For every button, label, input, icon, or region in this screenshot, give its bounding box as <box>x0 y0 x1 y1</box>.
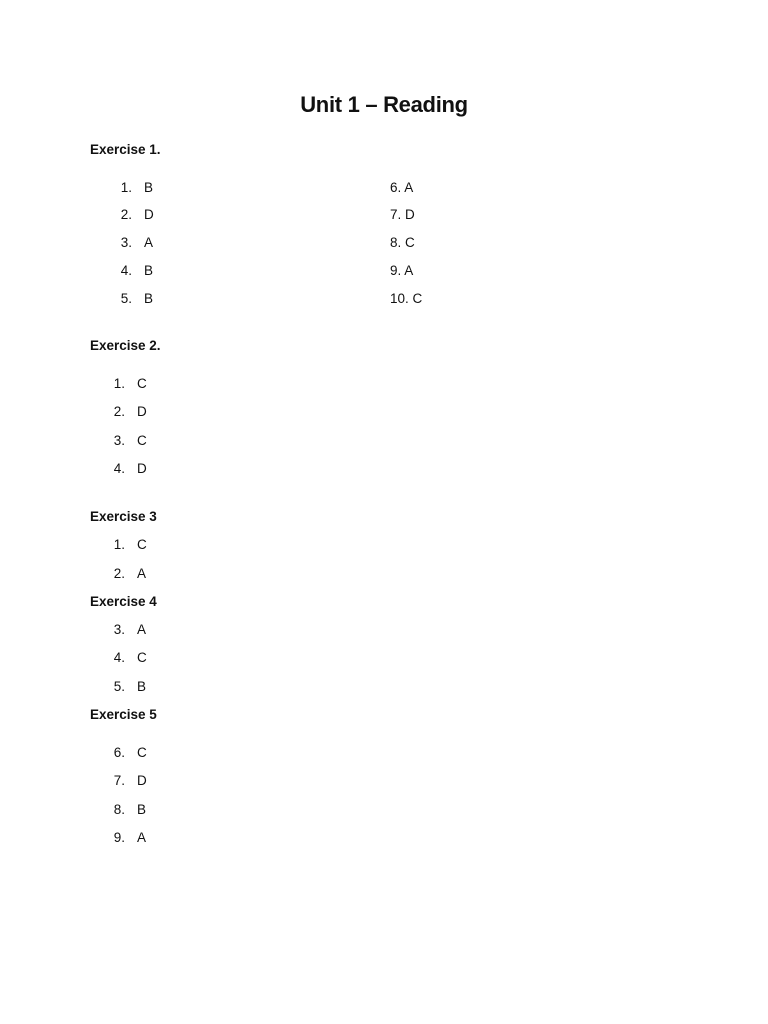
exercise-4-heading: Exercise 4 <box>90 594 157 609</box>
item-answer: C <box>137 376 147 391</box>
list-item-right: 9. A <box>390 263 414 278</box>
item-number: 9. <box>113 830 125 845</box>
item-answer: A <box>137 622 147 637</box>
item-answer: D <box>137 773 147 788</box>
list-item-right: 8. C <box>390 235 415 250</box>
list-item <box>90 650 147 665</box>
item-number: 2. <box>120 207 132 222</box>
item-answer: A <box>144 235 154 250</box>
item-number: 4. <box>113 650 125 665</box>
item-number: 4. <box>113 461 125 476</box>
exercise-2-heading: Exercise 2. <box>90 338 161 353</box>
item-number: 8. <box>113 802 125 817</box>
list-item <box>90 679 146 694</box>
item-number: 5. <box>120 291 132 306</box>
item-answer: C <box>137 745 147 760</box>
list-item-right: 10. C <box>390 291 423 306</box>
item-number: 1. <box>113 537 125 552</box>
list-item <box>90 461 147 476</box>
item-number: 4. <box>120 263 132 278</box>
item-answer: D <box>137 461 147 476</box>
list-item <box>90 773 147 788</box>
item-answer: D <box>137 404 147 419</box>
item-number: 2. <box>113 404 125 419</box>
list-item <box>90 404 147 419</box>
item-number: 1. <box>120 180 132 195</box>
item-answer: A <box>137 566 147 581</box>
list-item <box>90 537 147 552</box>
item-answer: B <box>144 180 154 195</box>
item-answer: C <box>137 537 147 552</box>
exercise-1-heading: Exercise 1. <box>90 142 161 157</box>
item-number: 3. <box>113 622 125 637</box>
item-answer: B <box>144 291 154 306</box>
item-answer: C <box>137 650 147 665</box>
list-item <box>90 566 146 581</box>
item-number: 3. <box>120 235 132 250</box>
list-item-right: 7. D <box>390 207 415 222</box>
page-title: Unit 1 – Reading <box>300 92 468 117</box>
list-item-right: 6. A <box>390 180 414 195</box>
list-item <box>90 180 153 195</box>
list-item <box>90 207 154 222</box>
list-item <box>90 376 147 391</box>
list-item <box>90 263 153 278</box>
exercise-5-heading: Exercise 5 <box>90 707 157 722</box>
item-answer: B <box>137 802 147 817</box>
list-item <box>90 622 146 637</box>
list-item <box>90 291 153 306</box>
exercise-3-heading: Exercise 3 <box>90 509 157 524</box>
item-answer: B <box>137 679 147 694</box>
item-number: 6. <box>113 745 125 760</box>
item-number: 2. <box>113 566 125 581</box>
item-number: 3. <box>113 433 125 448</box>
list-item <box>90 830 146 845</box>
item-answer: C <box>137 433 147 448</box>
item-number: 5. <box>113 679 125 694</box>
item-answer: D <box>144 207 154 222</box>
item-answer: B <box>144 263 154 278</box>
list-item <box>90 235 153 250</box>
item-number: 1. <box>113 376 125 391</box>
item-answer: A <box>137 830 147 845</box>
list-item <box>90 802 146 817</box>
item-number: 7. <box>113 773 125 788</box>
list-item <box>90 433 147 448</box>
list-item <box>90 745 147 760</box>
